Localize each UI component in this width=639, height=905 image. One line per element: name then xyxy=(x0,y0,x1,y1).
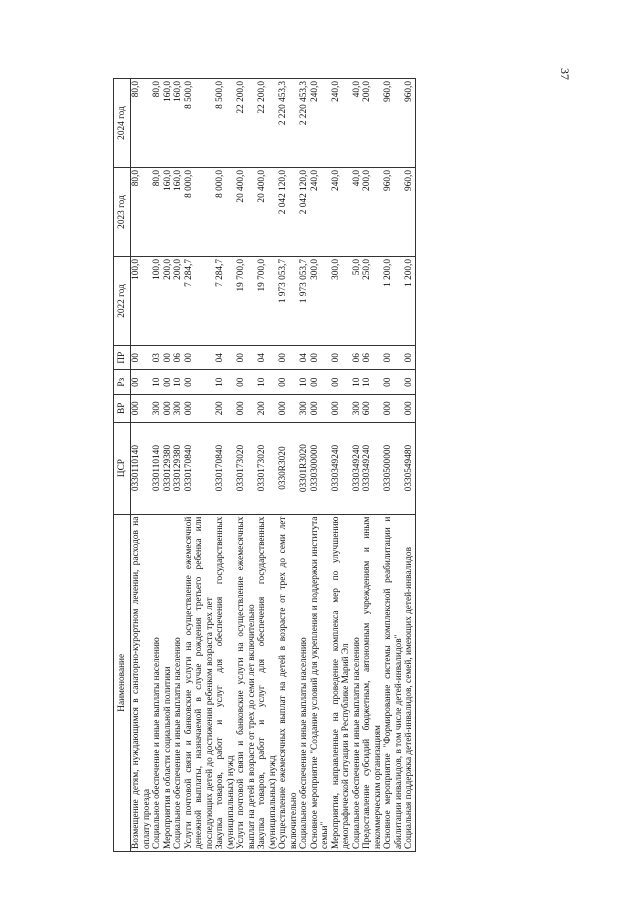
cell-2023: 80,0 xyxy=(152,168,163,257)
cell-pr: 00 xyxy=(131,345,153,370)
cell-csr: 03301R3020 xyxy=(299,422,310,514)
cell-2023: 8 000,0 xyxy=(215,168,236,257)
table-row xyxy=(299,79,310,852)
cell-rz: 00 xyxy=(404,370,415,395)
cell-2024: 40,0 xyxy=(352,79,363,168)
page-number: 37 xyxy=(558,68,572,80)
cell-2022: 19 700,0 xyxy=(236,256,257,345)
cell-2024: 2 220 453,3 xyxy=(299,79,310,168)
table-row xyxy=(236,79,257,852)
cell-2022: 300,0 xyxy=(310,256,331,345)
cell-2022: 1 200,0 xyxy=(383,256,404,345)
header-name: Наименование xyxy=(114,514,131,851)
cell-2024: 200,0 xyxy=(362,79,383,168)
cell-2024: 160,0 xyxy=(173,79,184,168)
table-row xyxy=(215,79,236,852)
cell-rz: 10 xyxy=(352,370,363,395)
cell-2024: 22 200,0 xyxy=(236,79,257,168)
cell-2022: 200,0 xyxy=(163,256,174,345)
cell-2022: 100,0 xyxy=(152,256,163,345)
cell-rz: 00 xyxy=(331,370,352,395)
table-body xyxy=(131,79,416,852)
cell-name: Социальное обеспечение и иные выплаты населению xyxy=(173,514,184,851)
cell-vr: 000 xyxy=(163,394,174,422)
cell-vr: 300 xyxy=(352,394,363,422)
cell-2024: 80,0 xyxy=(152,79,163,168)
cell-csr: 0330170840 xyxy=(184,422,216,514)
cell-vr: 300 xyxy=(152,394,163,422)
table-row xyxy=(173,79,184,852)
cell-name: Закупка товаров, работ и услуг для обеспечения государственных (муниципальных) нужд xyxy=(215,514,236,851)
cell-rz: 00 xyxy=(163,370,174,395)
cell-pr: 00 xyxy=(331,345,352,370)
cell-2022: 7 284,7 xyxy=(215,256,236,345)
cell-csr: 0330300000 xyxy=(310,422,331,514)
cell-2023: 960,0 xyxy=(383,168,404,257)
table-row xyxy=(257,79,278,852)
cell-2024: 960,0 xyxy=(404,79,415,168)
cell-csr: 0330R3020 xyxy=(278,422,299,514)
budget-table xyxy=(113,78,416,852)
cell-vr: 300 xyxy=(173,394,184,422)
cell-2023: 40,0 xyxy=(352,168,363,257)
cell-rz: 10 xyxy=(152,370,163,395)
cell-csr: 0330173020 xyxy=(257,422,278,514)
cell-csr: 0330110140 xyxy=(131,422,153,514)
cell-vr: 000 xyxy=(131,394,153,422)
cell-rz: 00 xyxy=(310,370,331,395)
cell-name: Закупка товаров, работ и услуг для обеспечения государственных (муниципальных) нужд xyxy=(257,514,278,851)
cell-vr: 000 xyxy=(331,394,352,422)
cell-vr: 200 xyxy=(215,394,236,422)
cell-2022: 1 973 053,7 xyxy=(299,256,310,345)
cell-csr: 0330349240 xyxy=(362,422,383,514)
cell-vr: 000 xyxy=(278,394,299,422)
cell-name: Услуги почтовой связи и банковские услуги на осуществление ежемесячных выплат на детей в возрасте от трех до семи лет включительно xyxy=(236,514,257,851)
cell-name: Социальная поддержка детей-инвалидов, семей, имеющих детей-инвалидов xyxy=(404,514,415,851)
cell-rz: 10 xyxy=(362,370,383,395)
cell-2024: 2 220 453,3 xyxy=(278,79,299,168)
cell-vr: 600 xyxy=(362,394,383,422)
cell-name: Предоставление субсидий бюджетным, автономным учреждениям и иным некоммерческим организациям xyxy=(362,514,383,851)
cell-csr: 0330173020 xyxy=(236,422,257,514)
cell-2024: 8 500,0 xyxy=(184,79,216,168)
cell-2023: 2 042 120,0 xyxy=(299,168,310,257)
cell-2023: 80,0 xyxy=(131,168,153,257)
cell-vr: 200 xyxy=(257,394,278,422)
cell-2023: 8 000,0 xyxy=(184,168,216,257)
cell-name: Услуги почтовой связи и банковские услуги на осуществление ежемесячной денежной выплаты, назначаемой в случае рождения третьего ребенка или последующих детей до достижения ребенком возраста трех лет xyxy=(184,514,216,851)
table-row xyxy=(383,79,404,852)
cell-csr: 0330500000 xyxy=(383,422,404,514)
cell-rz: 00 xyxy=(383,370,404,395)
cell-pr: 00 xyxy=(278,345,299,370)
cell-vr: 000 xyxy=(310,394,331,422)
cell-pr: 00 xyxy=(184,345,216,370)
header-2024: 2024 год xyxy=(114,79,131,168)
header-vr: ВР xyxy=(114,394,131,422)
cell-2024: 240,0 xyxy=(331,79,352,168)
cell-name: Мероприятия в области социальной политики xyxy=(163,514,174,851)
cell-name: Социальное обеспечение и иные выплаты населению xyxy=(152,514,163,851)
cell-2024: 22 200,0 xyxy=(257,79,278,168)
cell-2022: 250,0 xyxy=(362,256,383,345)
cell-2023: 160,0 xyxy=(173,168,184,257)
cell-2023: 2 042 120,0 xyxy=(278,168,299,257)
cell-rz: 10 xyxy=(173,370,184,395)
table-row xyxy=(331,79,352,852)
cell-2023: 200,0 xyxy=(362,168,383,257)
table-row xyxy=(131,79,153,852)
cell-vr: 000 xyxy=(236,394,257,422)
cell-csr: 0330349240 xyxy=(331,422,352,514)
cell-pr: 06 xyxy=(362,345,383,370)
cell-pr: 00 xyxy=(163,345,174,370)
header-2023: 2023 год xyxy=(114,168,131,257)
cell-name: Осуществление ежемесячных выплат на детей в возрасте от трех до семи лет включительно xyxy=(278,514,299,851)
cell-pr: 04 xyxy=(299,345,310,370)
cell-rz: 00 xyxy=(236,370,257,395)
cell-2023: 20 400,0 xyxy=(236,168,257,257)
cell-rz: 10 xyxy=(215,370,236,395)
cell-2022: 19 700,0 xyxy=(257,256,278,345)
cell-2024: 240,0 xyxy=(310,79,331,168)
cell-rz: 00 xyxy=(184,370,216,395)
table-row xyxy=(152,79,163,852)
header-pr: ПР xyxy=(114,345,131,370)
cell-csr: 0330549480 xyxy=(404,422,415,514)
cell-2023: 240,0 xyxy=(331,168,352,257)
cell-pr: 00 xyxy=(236,345,257,370)
cell-vr: 000 xyxy=(383,394,404,422)
table-row xyxy=(352,79,363,852)
cell-2022: 1 973 053,7 xyxy=(278,256,299,345)
cell-2023: 160,0 xyxy=(163,168,174,257)
cell-name: Мероприятия, направленные на проведение комплекса мер по улучшению демографической ситуации в Республике Марий Эл xyxy=(331,514,352,851)
cell-2024: 8 500,0 xyxy=(215,79,236,168)
table-row xyxy=(404,79,415,852)
table-row xyxy=(310,79,331,852)
table-row xyxy=(278,79,299,852)
cell-name: Возмещение детям, нуждающимся в санаторно-курортном лечении, расходов на оплату проезда xyxy=(131,514,153,851)
cell-csr: 0330129380 xyxy=(173,422,184,514)
cell-2023: 960,0 xyxy=(404,168,415,257)
table-row xyxy=(163,79,174,852)
cell-csr: 0330110140 xyxy=(152,422,163,514)
cell-name: Основное мероприятие "Создание условий для укрепления и поддержки института семьи" xyxy=(310,514,331,851)
cell-2024: 80,0 xyxy=(131,79,153,168)
cell-pr: 06 xyxy=(173,345,184,370)
budget-table-rotated xyxy=(113,78,543,852)
cell-csr: 0330349240 xyxy=(352,422,363,514)
cell-2024: 960,0 xyxy=(383,79,404,168)
cell-2022: 1 200,0 xyxy=(404,256,415,345)
cell-rz: 00 xyxy=(131,370,153,395)
header-csr: ЦСР xyxy=(114,422,131,514)
table-header-row xyxy=(114,79,131,852)
cell-2023: 20 400,0 xyxy=(257,168,278,257)
cell-pr: 06 xyxy=(352,345,363,370)
cell-pr: 03 xyxy=(152,345,163,370)
cell-rz: 00 xyxy=(278,370,299,395)
cell-pr: 00 xyxy=(383,345,404,370)
cell-pr: 04 xyxy=(257,345,278,370)
table-row xyxy=(184,79,216,852)
cell-rz: 10 xyxy=(299,370,310,395)
cell-csr: 0330170840 xyxy=(215,422,236,514)
cell-2022: 50,0 xyxy=(352,256,363,345)
cell-csr: 0330129380 xyxy=(163,422,174,514)
cell-2024: 160,0 xyxy=(163,79,174,168)
cell-name: Основное мероприятие "Формирование системы комплексной реабилитации и абилитации инвалидов, в том числе детей-инвалидов" xyxy=(383,514,404,851)
cell-name: Социальное обеспечение и иные выплаты населению xyxy=(299,514,310,851)
cell-pr: 04 xyxy=(215,345,236,370)
cell-name: Социальное обеспечение и иные выплаты населению xyxy=(352,514,363,851)
cell-pr: 00 xyxy=(404,345,415,370)
cell-2022: 7 284,7 xyxy=(184,256,216,345)
cell-vr: 000 xyxy=(404,394,415,422)
cell-vr: 300 xyxy=(299,394,310,422)
cell-2022: 300,0 xyxy=(331,256,352,345)
header-rz: Рз xyxy=(114,370,131,395)
cell-2022: 200,0 xyxy=(173,256,184,345)
header-2022: 2022 год xyxy=(114,256,131,345)
cell-2023: 240,0 xyxy=(310,168,331,257)
cell-vr: 000 xyxy=(184,394,216,422)
cell-2022: 100,0 xyxy=(131,256,153,345)
cell-rz: 10 xyxy=(257,370,278,395)
cell-pr: 00 xyxy=(310,345,331,370)
table-row xyxy=(362,79,383,852)
